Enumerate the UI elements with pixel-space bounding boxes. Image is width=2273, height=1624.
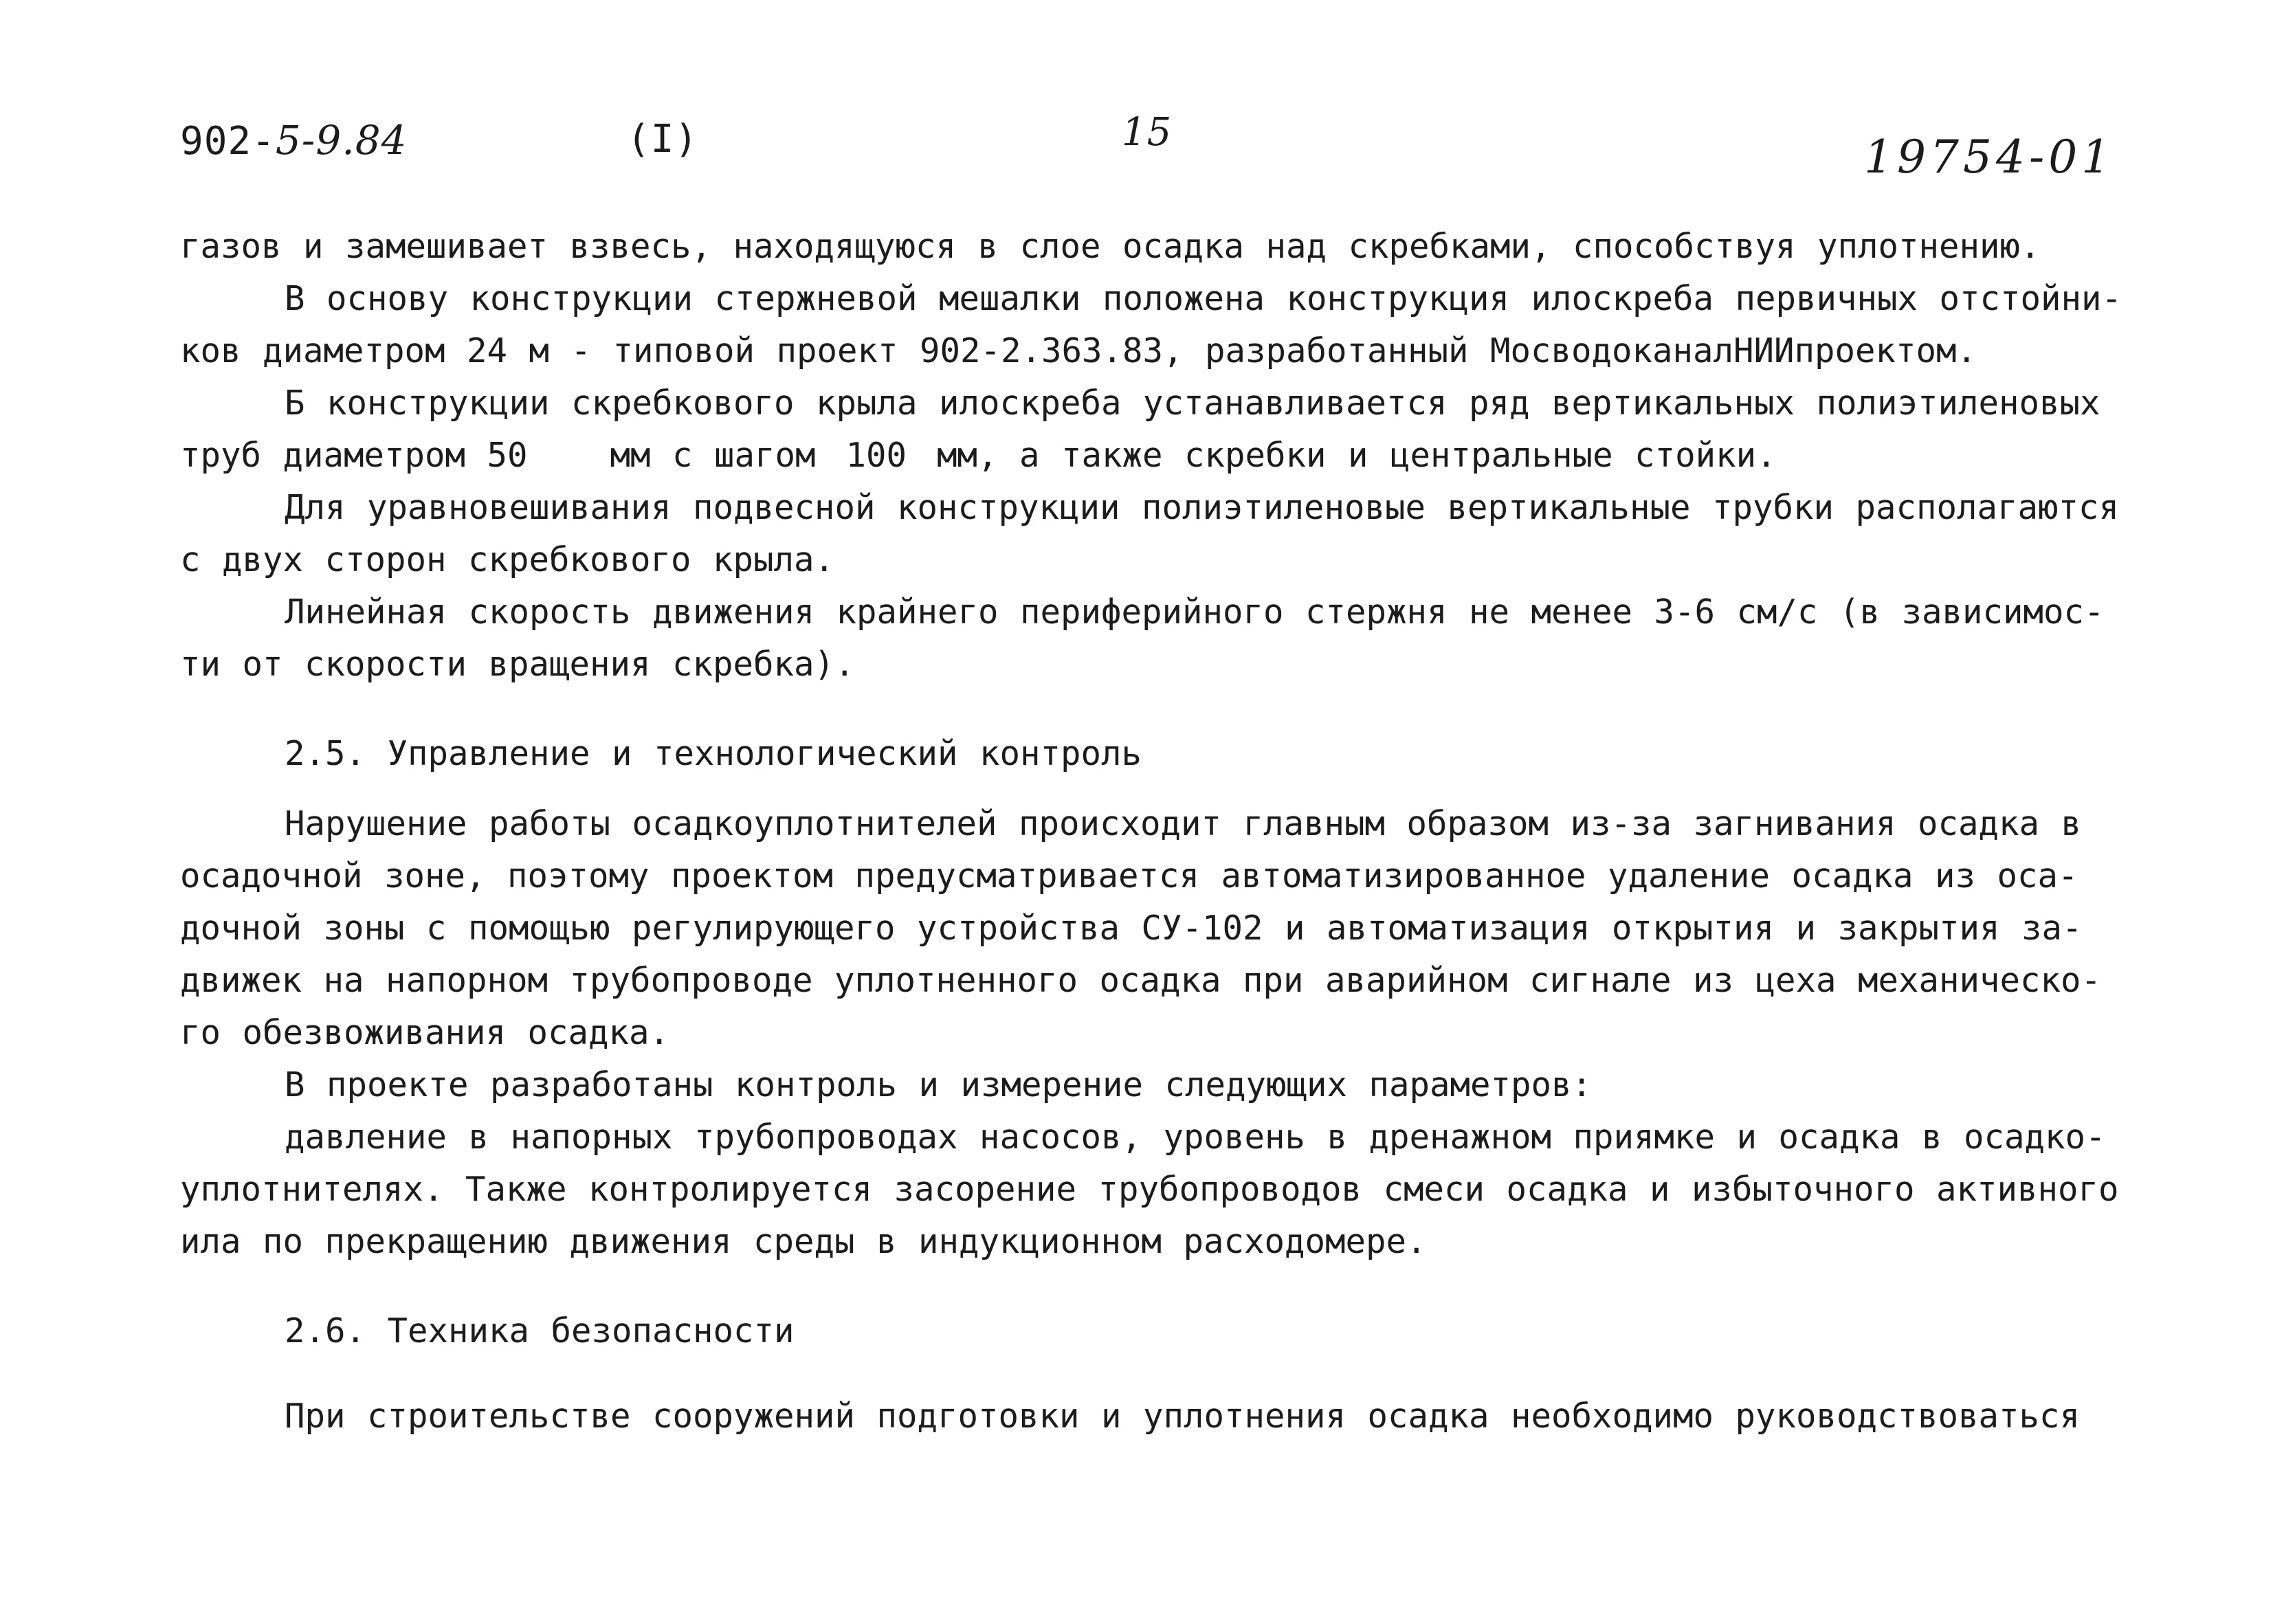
text-line: осадочной зоне, поэтому проектом предусматривается автоматизированное удаление осадка из оса-	[180, 856, 2078, 896]
text-line: Линейная скорость движения крайнего периферийного стержня не менее 3-6 см/с (в зависимос-	[285, 592, 2105, 632]
text-line: дочной зоны с помощью регулирующего устройства СУ-102 и автоматизация открытия и закрытия за-	[180, 909, 2083, 948]
document-code-handwritten: 5-9.84	[275, 117, 408, 164]
text-fragment: труб диаметром 50	[180, 436, 528, 475]
section-heading: 2.6. Техника безопасности	[285, 1311, 795, 1350]
inventory-number: 19754-01	[1864, 131, 2115, 183]
text-line: При строительстве сооружений подготовки и уплотнения осадка необходимо руководствоваться	[285, 1397, 2081, 1436]
text-fragment: мм, а также скребки и центральные стойки.	[937, 436, 1777, 475]
document-code	[180, 117, 408, 164]
document-code-printed: 902-	[180, 119, 276, 164]
text-line: Для уравновешивания подвесной конструкции полиэтиленовые вертикальные трубки располагаются	[285, 488, 2120, 527]
text-line: ила по прекращению движения среды в индукционном расходомере.	[180, 1222, 1427, 1261]
text-line: движек на напорном трубопроводе уплотненного осадка при аварийном сигнале из цеха механическо-	[180, 961, 2102, 1000]
text-line: В проекте разработаны контроль и измерение следующих параметров:	[285, 1065, 1593, 1104]
text-line: с двух сторон скребкового крыла.	[180, 540, 835, 579]
text-line: Б конструкции скребкового крыла илоскреба устанавливается ряд вертикальных полиэтиленовых	[285, 383, 2100, 423]
text-line: го обезвоживания осадка.	[180, 1013, 670, 1052]
text-line: газов и замешивает взвесь, находящуюся в слое осадка над скребками, способствуя уплотнению.	[180, 227, 2041, 266]
text-line: ков диаметром 24 м - типовой проект 902-2.363.83, разработанный МосводоканалНИИпроектом.	[180, 331, 1977, 370]
text-line: Нарушение работы осадкоуплотнителей происходит главным образом из-за загнивания осадка в	[285, 804, 2082, 843]
text-line: давление в напорных трубопроводах насосов, уровень в дренажном приямке и осадка в осадко-	[285, 1117, 2106, 1157]
text-fragment: 100	[845, 436, 907, 475]
text-fragment: мм с шагом	[610, 436, 816, 475]
text-line: уплотнителях. Также контролируется засорение трубопроводов смеси осадка и избыточного активного	[180, 1170, 2119, 1209]
page-number: 15	[1122, 110, 1173, 155]
section-heading: 2.5. Управление и технологический контроль	[285, 734, 1142, 773]
text-line	[180, 436, 1777, 475]
text-line: В основу конструкции стержневой мешалки положена конструкция илоскреба первичных отстойни-	[285, 279, 2122, 318]
sheet-label: (I)	[627, 117, 699, 162]
text-line: ти от скорости вращения скребка).	[180, 645, 855, 684]
